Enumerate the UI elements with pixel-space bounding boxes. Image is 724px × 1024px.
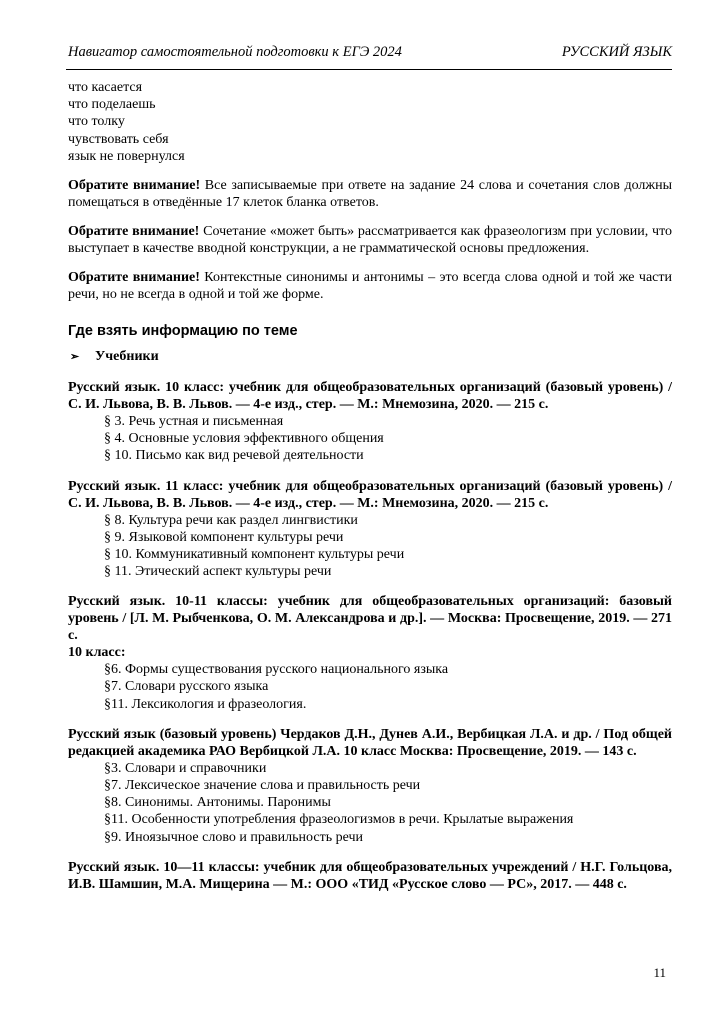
note-label: Обратите внимание!: [68, 177, 201, 193]
phrase-list: [68, 79, 672, 165]
chapter-item: §6. Формы существования русского национального языка: [104, 662, 449, 678]
book-citation: Русский язык. 10 класс: учебник для общеобразовательных организаций (базовый уровень) / С. И. Львова, В. В. Львов. — 4-е изд., стер. — М.: Мнемозина, 2020. — 215 с.: [68, 379, 672, 412]
attention-note: [68, 223, 672, 257]
note-text: Сочетание «может быть» рассматривается как фразеологизм при условии, что выступает в качестве вводной конструкции, а не грамматической основы предложения.: [68, 223, 672, 256]
note-text: Все записываемые при ответе на задание 24 слова и сочетания слов должны помещаться в отведённые 17 клеток бланка ответов.: [68, 177, 672, 210]
chapter-item: § 11. Этический аспект культуры речи: [104, 564, 332, 580]
header-subject: РУССКИЙ ЯЗЫК: [561, 44, 672, 60]
phrase-item: чувствовать себя: [68, 131, 169, 147]
chapter-item: §7. Лексическое значение слова и правильность речи: [104, 778, 421, 793]
chapter-list: [104, 661, 672, 713]
chapter-item: §8. Синонимы. Антонимы. Паронимы: [104, 795, 331, 811]
book-citation: Русский язык. 10-11 классы: учебник для общеобразовательных организаций: базовый уровень / [Л. М. Рыбченкова, О. М. Александрова и др.]. — Москва: Просвещение, 2019. — 271 с.: [68, 594, 672, 644]
header-left-title: Навигатор самостоятельной подготовки к ЕГЭ 2024: [68, 44, 402, 60]
attention-note: [68, 177, 672, 211]
chapter-item: § 10. Письмо как вид речевой деятельности: [104, 448, 364, 464]
phrase-item: что поделаешь: [68, 97, 156, 113]
chapter-item: §9. Иноязычное слово и правильность речи: [104, 829, 363, 845]
chapter-item: § 10. Коммуникативный компонент культуры речи: [104, 546, 405, 562]
arrow-bullet-icon: ➢: [70, 350, 80, 363]
chapter-item: § 4. Основные условия эффективного общения: [104, 431, 384, 447]
chapter-item: § 9. Языковой компонент культуры речи: [104, 529, 344, 545]
chapter-item: §7. Словари русского языка: [104, 679, 269, 695]
chapter-item: §3. Словари и справочники: [104, 760, 267, 776]
book-citation: Русский язык (базовый уровень) Чердаков Д.Н., Дунев А.И., Вербицкая Л.А. и др. / Под общей редакцией академика РАО Вербицкой Л.А. 10 класс Москва: Просвещение, 2019. — 143 с.: [68, 726, 672, 759]
chapter-item: § 8. Культура речи как раздел лингвистики: [104, 512, 358, 528]
chapter-list: [104, 512, 672, 581]
chapter-list: [104, 413, 672, 465]
chapter-item: § 3. Речь устная и письменная: [104, 413, 284, 429]
note-label: Обратите внимание!: [68, 269, 200, 285]
note-text: Контекстные синонимы и антонимы – это всегда слова одной и той же части речи, но не всегда в одной и той же форме.: [68, 269, 673, 302]
chapter-item: §11. Особенности употребления фразеологизмов в речи. Крылатые выражения: [104, 812, 574, 828]
header-rule: [66, 69, 672, 70]
book-citation: Русский язык. 11 класс: учебник для общеобразовательных организаций (базовый уровень) / С. И. Львова, В. В. Львов. — 4-е изд., стер. — М.: Мнемозина, 2020. — 215 с.: [68, 478, 672, 511]
page-header: [68, 44, 672, 64]
note-label: Обратите внимание!: [68, 223, 200, 239]
subsection-heading: [68, 348, 672, 366]
subsection-label: Учебники: [95, 348, 159, 364]
book-citation: Русский язык. 10—11 классы: учебник для общеобразовательных учреждений / Н.Г. Гольцова, И.В. Шамшин, М.А. Мищерина — М.: ООО «ТИД «Русское слово — РС», 2017. — 448 с.: [68, 859, 672, 892]
chapter-item: §11. Лексикология и фразеология.: [104, 696, 307, 712]
grade-label: 10 класс:: [68, 645, 126, 661]
phrase-item: что толку: [68, 114, 125, 130]
page-content: [68, 79, 672, 893]
section-title: Где взять информацию по теме: [68, 322, 298, 339]
page-number: 11: [653, 965, 666, 980]
attention-note: [68, 269, 672, 303]
chapter-list: [104, 760, 672, 846]
phrase-item: язык не повернулся: [68, 148, 185, 164]
phrase-item: что касается: [68, 80, 143, 95]
